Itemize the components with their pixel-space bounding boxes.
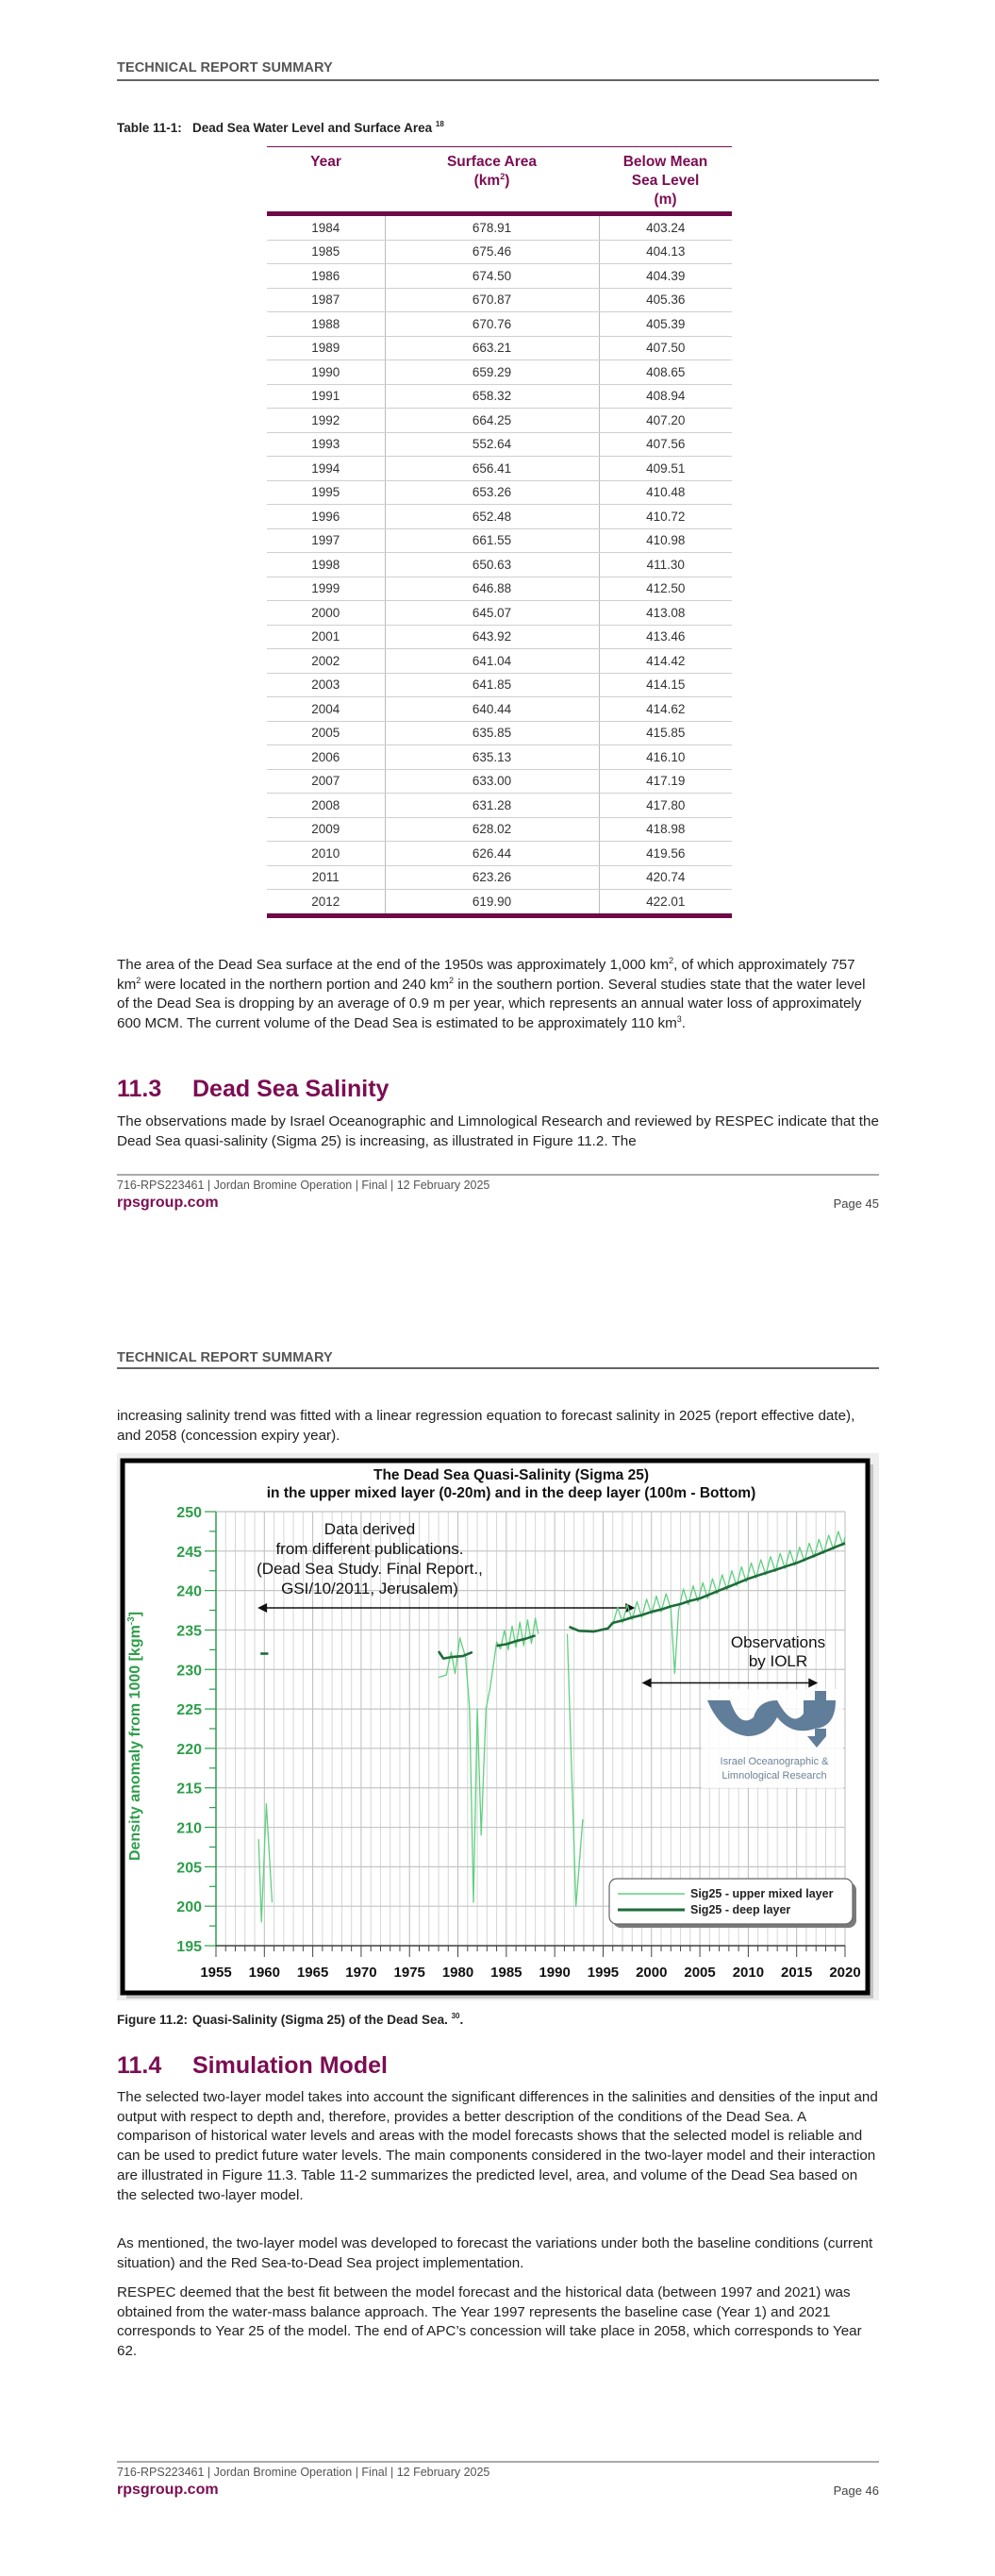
table-row — [267, 240, 732, 264]
surface-area-cell: 552.64 — [385, 432, 599, 457]
x-tick-label: 1990 — [539, 1965, 571, 1981]
figure-caption-label: Figure 11.2: — [117, 2013, 189, 2027]
sea-level-cell: 416.10 — [599, 745, 732, 770]
y-tick-label: 205 — [176, 1860, 202, 1877]
legend — [609, 1879, 856, 1928]
year-cell: 2011 — [267, 865, 385, 890]
superscript: 2 — [669, 956, 674, 965]
surface-area-cell: 643.92 — [385, 625, 599, 649]
sea-level-cell: 417.19 — [599, 769, 732, 794]
surface-area-cell: 645.07 — [385, 601, 599, 626]
table-row — [267, 794, 732, 818]
superscript: 3 — [676, 1014, 682, 1025]
surface-area-cell: 628.02 — [385, 817, 599, 842]
year-cell: 2010 — [267, 842, 385, 866]
table-row — [267, 528, 732, 553]
year-cell: 1984 — [267, 214, 385, 241]
sea-level-cell: 413.08 — [599, 601, 732, 626]
x-tick-label: 2020 — [829, 1965, 861, 1981]
logo-text: Israel Oceanographic & — [720, 1756, 829, 1767]
sea-level-cell: 420.74 — [599, 865, 732, 890]
text: , of which approximately 757 km — [117, 957, 855, 993]
table-row — [267, 264, 732, 289]
table-row — [267, 336, 732, 360]
surface-area-cell: 635.85 — [385, 721, 599, 745]
figure-caption — [117, 2013, 463, 2027]
section-heading-11-4 — [117, 2052, 388, 2080]
sea-level-cell: 413.46 — [599, 625, 732, 649]
section-title: Dead Sea Salinity — [192, 1076, 390, 1102]
surface-area-cell: 661.55 — [385, 528, 599, 553]
year-cell: 2009 — [267, 817, 385, 842]
year-cell: 2002 — [267, 649, 385, 674]
table-row — [267, 409, 732, 433]
chart-subtitle: in the upper mixed layer (0-20m) and in the deep layer (100m - Bottom) — [266, 1485, 756, 1501]
table-row — [267, 842, 732, 866]
table-row — [267, 288, 732, 312]
surface-area-cell: 670.87 — [385, 288, 599, 312]
table-row — [267, 480, 732, 505]
y-tick-label: 195 — [176, 1939, 202, 1955]
x-tick-label: 1955 — [200, 1965, 232, 1981]
section-heading-11-3 — [117, 1076, 389, 1103]
sea-level-cell: 422.01 — [599, 890, 732, 916]
year-cell: 2005 — [267, 721, 385, 745]
col-header-level-l3: (m) — [654, 192, 677, 208]
table-row — [267, 312, 732, 337]
year-cell: 1986 — [267, 264, 385, 289]
table-row — [267, 432, 732, 457]
col-header-year-label: Year — [310, 154, 341, 170]
surface-area-cell: 663.21 — [385, 336, 599, 360]
surface-area-cell: 641.85 — [385, 673, 599, 697]
surface-area-cell: 619.90 — [385, 890, 599, 916]
y-axis-label-end: ] — [127, 1611, 143, 1617]
surface-area-cell: 664.25 — [385, 409, 599, 433]
table-row — [267, 721, 732, 745]
table-row — [267, 625, 732, 649]
sea-level-cell: 409.51 — [599, 457, 732, 481]
annotation-line: Data derived — [323, 1520, 416, 1538]
sea-level-cell: 418.98 — [599, 817, 732, 842]
y-tick-label: 240 — [176, 1583, 202, 1600]
year-cell: 2001 — [267, 625, 385, 649]
sea-level-cell: 408.65 — [599, 360, 732, 385]
sea-level-cell: 405.36 — [599, 288, 732, 312]
sea-level-cell: 407.56 — [599, 432, 732, 457]
legend-label-deep: Sig25 - deep layer — [690, 1903, 791, 1916]
paragraph-baseline: As mentioned, the two-layer model was developed to forecast the variations under both the baseline conditions (current situation) and the Red Sea-to-Dead Sea project implementation. — [117, 2235, 873, 2271]
superscript: 2 — [449, 975, 455, 985]
iolr-logo — [702, 1689, 843, 1788]
paragraph-trend: increasing salinity trend was fitted with a linear regression equation to forecast salinity in 2025 (report effective date), and 2058 (concession expiry year). — [117, 1408, 855, 1444]
surface-area-cell: 656.41 — [385, 457, 599, 481]
year-cell: 1993 — [267, 432, 385, 457]
sea-level-cell: 410.98 — [599, 528, 732, 553]
page-number: Page 46 — [833, 2484, 879, 2498]
sea-level-cell: 407.20 — [599, 409, 732, 433]
surface-area-cell: 678.91 — [385, 214, 599, 241]
table-row — [267, 601, 732, 626]
salinity-chart — [117, 1453, 879, 2000]
sea-level-cell: 412.50 — [599, 577, 732, 601]
page-header: TECHNICAL REPORT SUMMARY — [117, 1350, 333, 1365]
chart-title: The Dead Sea Quasi-Salinity (Sigma 25) — [373, 1467, 650, 1483]
sea-level-cell: 410.48 — [599, 480, 732, 505]
x-tick-label: 1960 — [248, 1965, 280, 1981]
col-header-area-unit: (km — [473, 173, 501, 189]
table-row — [267, 745, 732, 770]
figure-caption-end: . — [459, 2013, 464, 2027]
surface-area-cell: 675.46 — [385, 240, 599, 264]
figure-caption-title: Quasi-Salinity (Sigma 25) of the Dead Sea. — [192, 2013, 448, 2027]
col-header-year — [267, 147, 385, 214]
year-cell: 1995 — [267, 480, 385, 505]
surface-area-cell: 635.13 — [385, 745, 599, 770]
surface-area-cell: 646.88 — [385, 577, 599, 601]
table-row — [267, 553, 732, 577]
year-cell: 1998 — [267, 553, 385, 577]
paragraph-salinity: The observations made by Israel Oceanographic and Limnological Research and reviewed by RESPEC indicate that the Dead Sea quasi-salinity (Sigma 25) is increasing, as illustrated in Figure 11.2. The — [117, 1113, 879, 1149]
year-cell: 1990 — [267, 360, 385, 385]
x-tick-label: 2010 — [732, 1965, 765, 1981]
sea-level-cell: 403.24 — [599, 214, 732, 241]
surface-area-cell: 623.26 — [385, 865, 599, 890]
footer-text: 716-RPS223461 | Jordan Bromine Operation | Final | 12 February 2025 — [117, 2466, 490, 2479]
header-divider — [117, 79, 879, 81]
year-cell: 1989 — [267, 336, 385, 360]
y-tick-label: 225 — [176, 1702, 202, 1719]
x-tick-label: 1985 — [490, 1965, 522, 1981]
page-header: TECHNICAL REPORT SUMMARY — [117, 60, 333, 75]
year-cell: 1994 — [267, 457, 385, 481]
surface-area-cell: 652.48 — [385, 505, 599, 529]
year-cell: 2003 — [267, 673, 385, 697]
figure-caption-ref: 30 — [451, 2012, 460, 2020]
page-number: Page 45 — [833, 1196, 879, 1211]
table-row — [267, 865, 732, 890]
water-level-table — [267, 146, 732, 918]
legend-label-upper: Sig25 - upper mixed layer — [690, 1887, 834, 1900]
header-divider — [117, 1367, 879, 1369]
col-header-area-label: Surface Area — [446, 154, 538, 170]
x-tick-label: 2015 — [781, 1965, 813, 1981]
y-tick-label: 210 — [176, 1820, 202, 1837]
annotation-line: by IOLR — [748, 1652, 808, 1670]
surface-area-cell: 631.28 — [385, 794, 599, 818]
sea-level-cell: 410.72 — [599, 505, 732, 529]
year-cell: 1985 — [267, 240, 385, 264]
table-body — [267, 214, 732, 916]
annotation-line: from different publications. — [275, 1540, 464, 1558]
year-cell: 1999 — [267, 577, 385, 601]
sea-level-cell: 411.30 — [599, 553, 732, 577]
surface-area-cell: 650.63 — [385, 553, 599, 577]
col-header-sea-level — [599, 147, 732, 214]
table-row — [267, 577, 732, 601]
surface-area-cell: 658.32 — [385, 384, 599, 409]
sea-level-cell: 414.42 — [599, 649, 732, 674]
x-tick-label: 1980 — [441, 1965, 474, 1981]
col-header-area-unit-end: ) — [505, 173, 510, 189]
y-tick-label: 245 — [176, 1544, 202, 1561]
footer-site-link[interactable]: rpsgroup.com — [117, 1195, 219, 1211]
surface-area-cell: 641.04 — [385, 649, 599, 674]
year-cell: 1987 — [267, 288, 385, 312]
y-tick-label: 230 — [176, 1663, 202, 1680]
text: . — [681, 1015, 686, 1032]
paragraph-best-fit: RESPEC deemed that the best fit between the model forecast and the historical data (between 1997 and 2021) was obtained from the water-mass balance approach. The Year 1997 represents the baseline case (Year 1) and 2021 corresponds to Year 25 of the model. The end of APC’s concession will take place in 2058, which corresponds to Year 62. — [117, 2284, 862, 2360]
x-tick-label: 1965 — [296, 1965, 329, 1981]
year-cell: 2008 — [267, 794, 385, 818]
surface-area-cell: 674.50 — [385, 264, 599, 289]
x-tick-label: 2005 — [684, 1965, 716, 1981]
sea-level-cell: 405.39 — [599, 312, 732, 337]
col-header-area-unit-sup: 2 — [500, 172, 506, 181]
year-cell: 1988 — [267, 312, 385, 337]
surface-area-cell: 670.76 — [385, 312, 599, 337]
table-row — [267, 673, 732, 697]
text: The area of the Dead Sea surface at the end of the 1950s was approximately 1,000 km — [117, 957, 670, 973]
sea-level-cell: 407.50 — [599, 336, 732, 360]
sea-level-cell: 414.15 — [599, 673, 732, 697]
table-row — [267, 384, 732, 409]
surface-area-cell: 659.29 — [385, 360, 599, 385]
x-tick-label: 1975 — [393, 1965, 425, 1981]
paragraph-model: The selected two-layer model takes into account the significant differences in the salinities and densities of the input and output with respect to depth and, therefore, provides a better description of the conditions of the Dead Sea. A comparison of historical water levels and areas with the model forecasts shows that the selected model is reliable and can be used to predict future water levels. The main components considered in the two-layer model and their interaction are illustrated in Figure 11.3. Table 11-2 summarizes the predicted level, area, and volume of the Dead Sea based on the selected two-layer model. — [117, 2089, 878, 2203]
year-cell: 2012 — [267, 890, 385, 916]
y-tick-label: 220 — [176, 1741, 202, 1758]
year-cell: 2004 — [267, 697, 385, 722]
y-tick-label: 235 — [176, 1623, 202, 1640]
x-tick-label: 1995 — [587, 1965, 620, 1981]
col-header-level-l1: Below Mean — [622, 154, 708, 170]
year-cell: 1992 — [267, 409, 385, 433]
section-title: Simulation Model — [192, 2052, 388, 2079]
paragraph-surface-area — [117, 956, 881, 1034]
sea-level-cell: 404.13 — [599, 240, 732, 264]
footer-site-link[interactable]: rpsgroup.com — [117, 2482, 219, 2498]
annotation-line: (Dead Sea Study. Final Report., — [257, 1560, 483, 1578]
table-row — [267, 890, 732, 916]
table-header-row — [267, 147, 732, 214]
table-row — [267, 697, 732, 722]
superscript: 2 — [136, 975, 141, 985]
sea-level-cell: 419.56 — [599, 842, 732, 866]
table-row — [267, 360, 732, 385]
surface-area-cell: 653.26 — [385, 480, 599, 505]
section-number: 11.3 — [117, 1076, 162, 1102]
logo-text: Limnological Research — [721, 1770, 827, 1781]
y-axis-label-sup: -3 — [126, 1616, 137, 1626]
col-header-surface-area — [385, 147, 599, 214]
x-tick-label: 1970 — [345, 1965, 377, 1981]
sea-level-cell: 408.94 — [599, 384, 732, 409]
table-row — [267, 817, 732, 842]
y-axis-label — [126, 1612, 143, 1861]
table-row — [267, 505, 732, 529]
legend-box — [609, 1879, 853, 1924]
y-tick-label: 215 — [176, 1781, 202, 1798]
sea-level-cell: 414.62 — [599, 697, 732, 722]
table-caption-ref: 18 — [435, 120, 444, 128]
text: in the southern portion. Several studies state that the water level of the Dead Sea is dropping by an average of 0.9 m per year, which represents an annual water loss of approximately 600 MCM. The current volume of the Dead Sea is estimated to be approximately 110 km — [117, 976, 866, 1032]
y-tick-label: 200 — [176, 1899, 202, 1916]
year-cell: 1991 — [267, 384, 385, 409]
surface-area-cell: 626.44 — [385, 842, 599, 866]
y-tick-label: 250 — [176, 1505, 202, 1521]
year-cell: 2007 — [267, 769, 385, 794]
table-row — [267, 769, 732, 794]
year-cell: 1996 — [267, 505, 385, 529]
text: were located in the northern portion and 240 km — [141, 976, 449, 993]
surface-area-cell: 633.00 — [385, 769, 599, 794]
surface-area-cell: 640.44 — [385, 697, 599, 722]
sea-level-cell: 404.39 — [599, 264, 732, 289]
footer-divider — [117, 1174, 879, 1176]
year-cell: 2006 — [267, 745, 385, 770]
table-caption — [117, 121, 444, 135]
table-row — [267, 457, 732, 481]
table-row — [267, 649, 732, 674]
sea-level-cell: 415.85 — [599, 721, 732, 745]
section-number: 11.4 — [117, 2052, 162, 2079]
table-caption-title: Dead Sea Water Level and Surface Area — [192, 121, 433, 135]
table-caption-label: Table 11-1: — [117, 121, 182, 135]
footer-divider — [117, 2461, 879, 2463]
year-cell: 1997 — [267, 528, 385, 553]
x-tick-label: 2000 — [636, 1965, 668, 1981]
y-axis-label-main: Density anomaly from 1000 [kgm — [127, 1625, 143, 1862]
sea-level-cell: 417.80 — [599, 794, 732, 818]
year-cell: 2000 — [267, 601, 385, 626]
col-header-level-l2: Sea Level — [631, 173, 700, 189]
table-row — [267, 214, 732, 241]
annotation-line: GSI/10/2011, Jerusalem) — [281, 1580, 458, 1597]
footer-text: 716-RPS223461 | Jordan Bromine Operation | Final | 12 February 2025 — [117, 1179, 490, 1192]
annotation-line: Observations — [730, 1633, 826, 1651]
